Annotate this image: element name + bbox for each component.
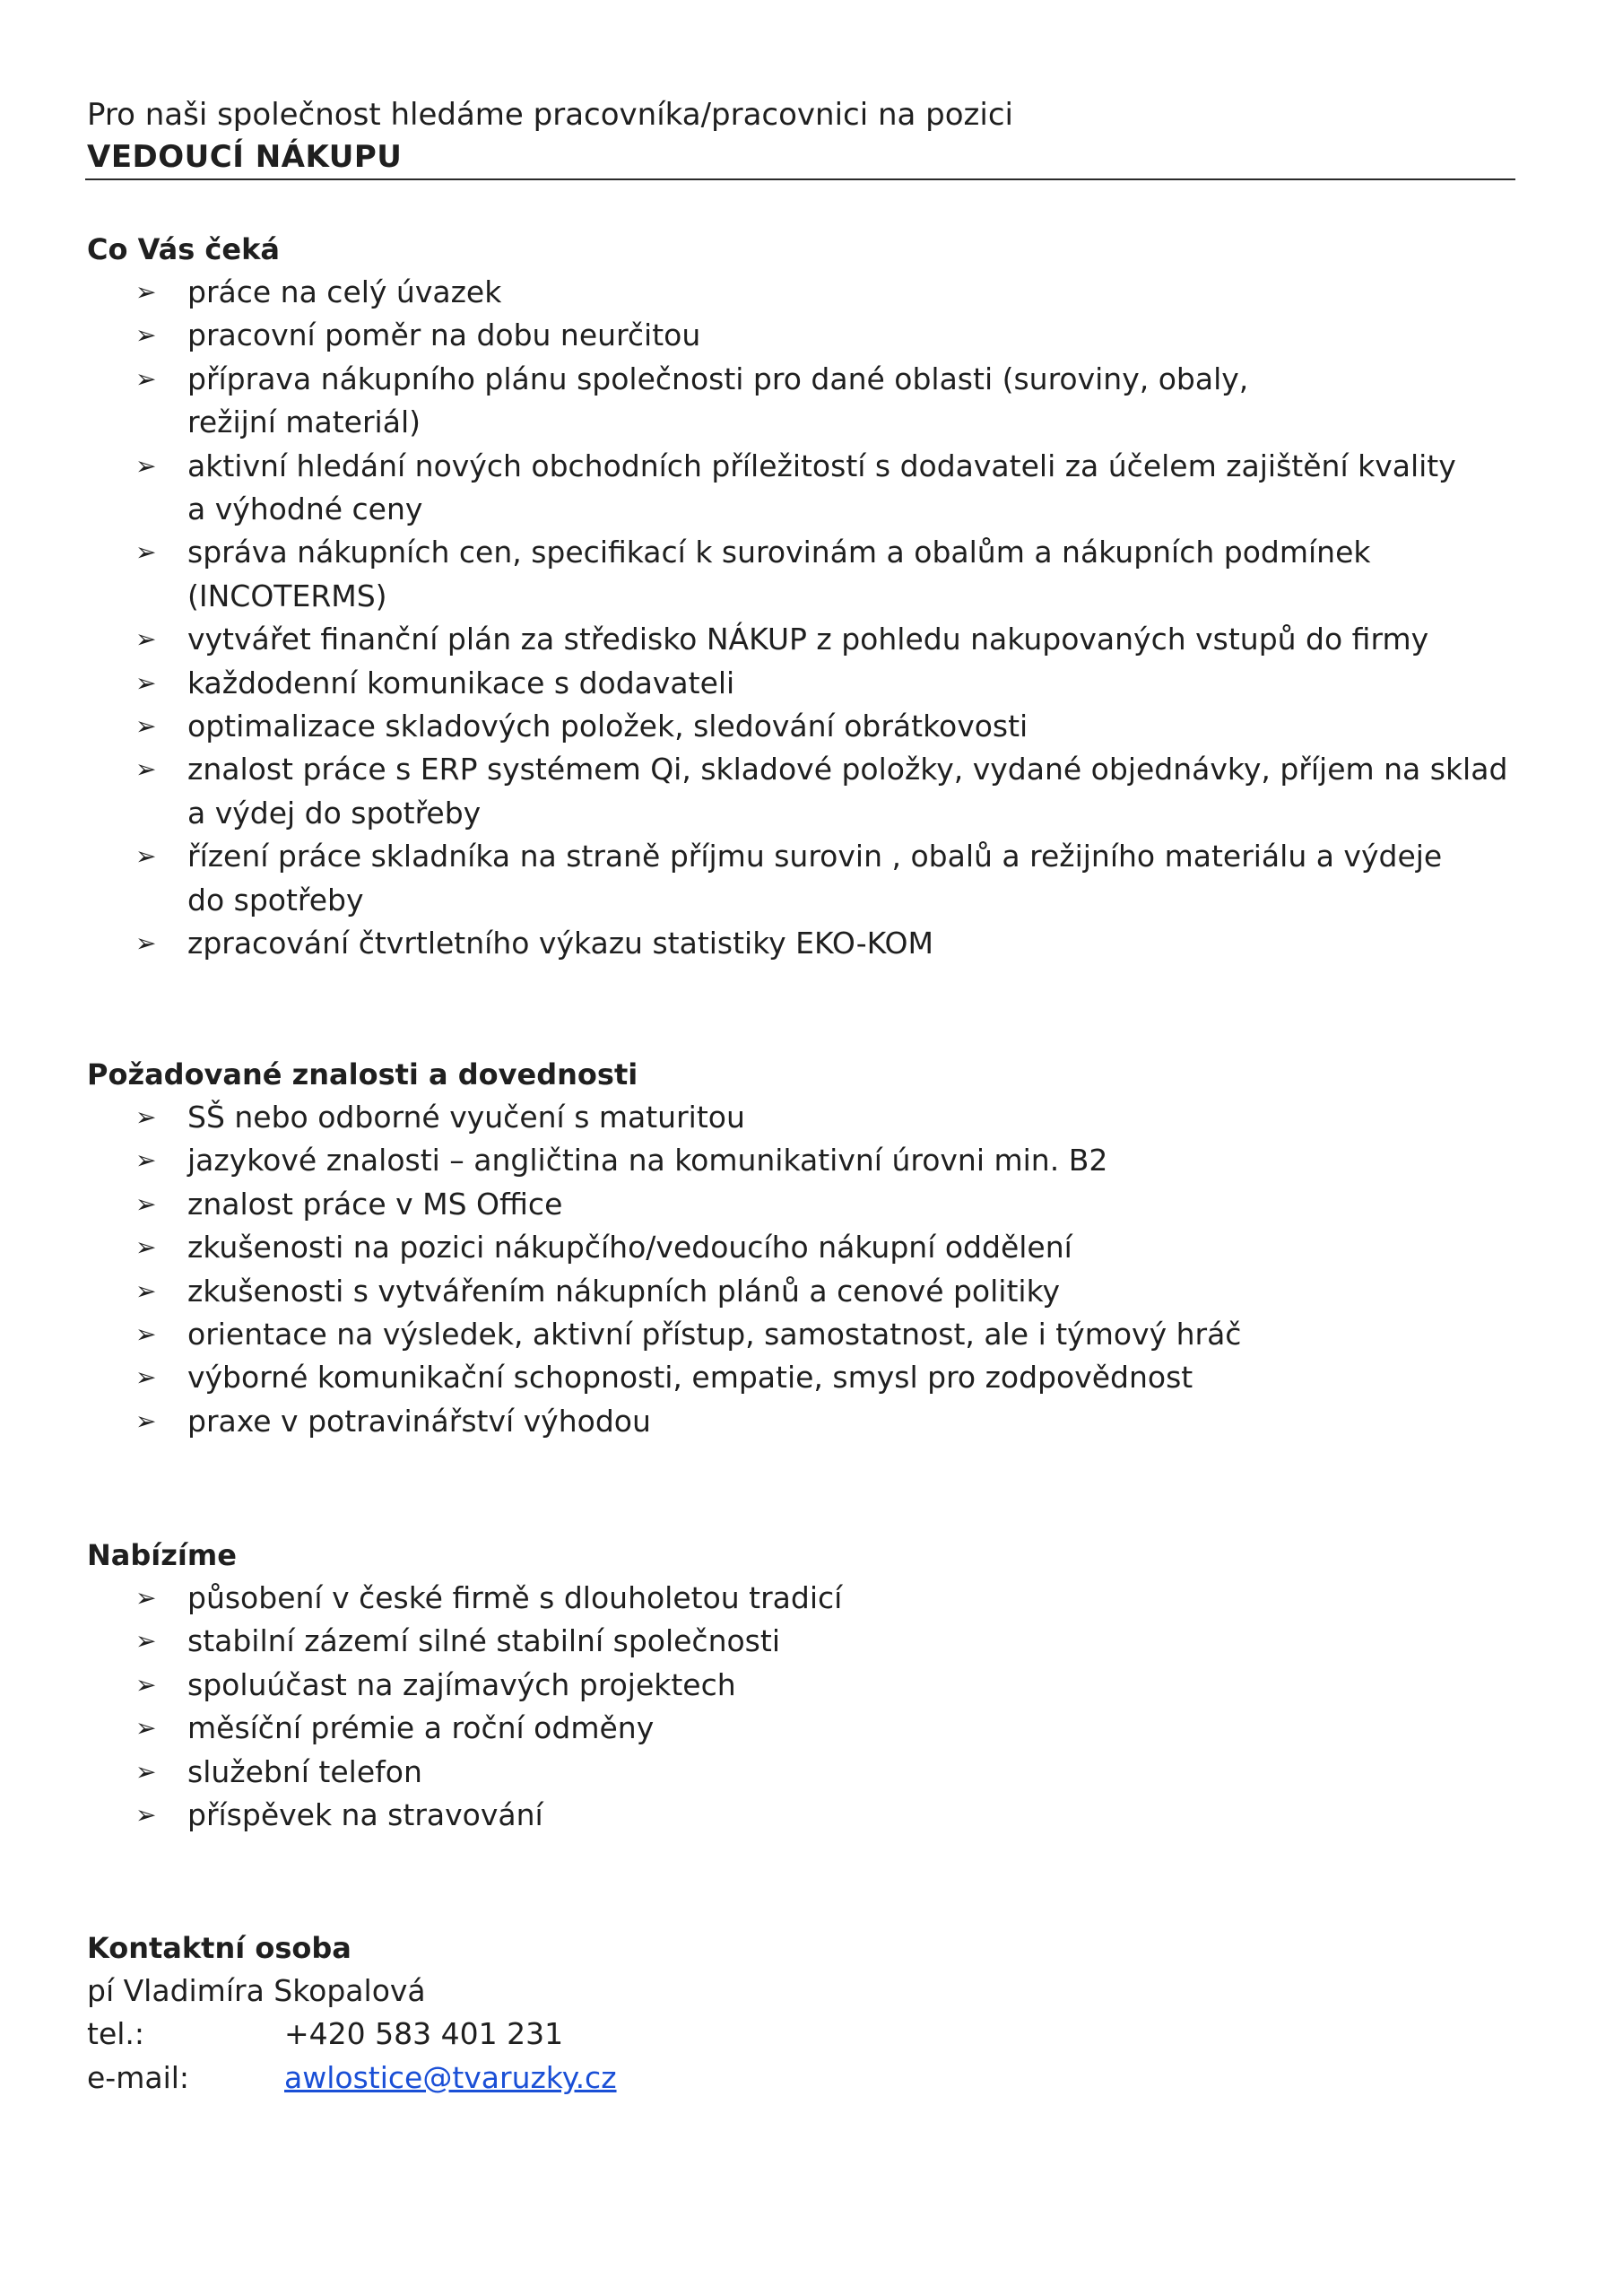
list-item [87,618,1522,661]
list-item-text: správa nákupních cen, specifikací k surovinám a obalům a nákupních podmínek (INCOTERMS) [187,535,1371,613]
title-divider [85,178,1515,180]
arrowhead-bullet-icon: ➢ [135,363,157,394]
arrowhead-bullet-icon: ➢ [135,1188,157,1219]
arrowhead-bullet-icon: ➢ [135,1145,157,1176]
list-item-text: příprava nákupního plánu společnosti pro dané oblasti (suroviny, obaly, režijní materiál) [187,361,1249,440]
list-item [87,1356,1522,1399]
list-item [87,1183,1522,1226]
list-item-text: výborné komunikační schopnosti, empatie, smysl pro zodpovědnost [187,1360,1193,1396]
arrowhead-bullet-icon: ➢ [135,667,157,698]
list-item-text: SŠ nebo odborné vyučení s maturitou [187,1100,745,1135]
list-item-text: působení v české firmě s dlouholetou tradicí [187,1580,843,1615]
arrowhead-bullet-icon: ➢ [135,1756,157,1787]
list-item-text: orientace na výsledek, aktivní přístup, samostatnost, ale i týmový hráč [187,1317,1242,1352]
arrowhead-bullet-icon: ➢ [135,1102,157,1132]
list-item [87,705,1522,748]
list-item [87,1707,1522,1750]
list-item [87,748,1522,835]
arrowhead-bullet-icon: ➢ [135,277,157,307]
contact-name-text: pí Vladimíra Skopalová [87,1973,426,2008]
list-item [87,922,1522,965]
list-item-text: pracovní poměr na dobu neurčitou [187,317,701,353]
list-item-text: znalost práce v MS Office [187,1186,563,1222]
arrowhead-bullet-icon: ➢ [135,320,157,351]
list-item [87,1313,1522,1356]
arrowhead-bullet-icon: ➢ [135,711,157,742]
section-contact [87,1926,1522,2100]
list-item [87,1794,1522,1837]
section-heading: Nabízíme [87,1538,237,1572]
arrowhead-bullet-icon: ➢ [135,1583,157,1613]
arrowhead-bullet-icon: ➢ [135,754,157,785]
list-item-text: spoluúčast na zajímavých projektech [187,1666,736,1702]
arrowhead-bullet-icon: ➢ [135,624,157,655]
list-item-text: aktivní hledání nových obchodních příležitostí s dodavateli za účelem zajištění kvality a výhodné ceny [187,448,1456,527]
arrowhead-bullet-icon: ➢ [135,1319,157,1350]
list-item [87,1400,1522,1443]
list-item-text: stabilní zázemí silné stabilní společnosti [187,1623,780,1659]
arrowhead-bullet-icon: ➢ [135,1362,157,1393]
list-item-text: služební telefon [187,1753,422,1789]
list-item [87,1751,1522,1794]
list-item [87,835,1522,922]
list-item [87,271,1522,314]
list-item [87,1096,1522,1139]
list-item [87,1270,1522,1313]
bullet-list [87,271,1522,966]
section-heading: Co Vás čeká [87,232,280,266]
section-we-offer [87,1534,1522,1837]
list-item-text: optimalizace skladových položek, sledování obrátkovosti [187,709,1028,744]
arrowhead-bullet-icon: ➢ [135,1800,157,1831]
list-item [87,445,1522,532]
intro-text: Pro naši společnost hledáme pracovníka/pracovnici na pozici [87,97,1013,133]
list-item [87,1620,1522,1663]
list-item [87,314,1522,357]
section-heading: Požadované znalosti a dovednosti [87,1057,638,1091]
list-item-text: práce na celý úvazek [187,274,502,309]
arrowhead-bullet-icon: ➢ [135,1405,157,1436]
list-item-text: vytvářet finanční plán za středisko NÁKUP z pohledu nakupovaných vstupů do firmy [187,622,1429,657]
arrowhead-bullet-icon: ➢ [135,1275,157,1306]
job-title: VEDOUCÍ NÁKUPU [87,139,403,175]
list-item-text: řízení práce skladníka na straně příjmu surovin , obalů a režijního materiálu a výdeje do spotřeby [187,839,1443,918]
arrowhead-bullet-icon: ➢ [135,1232,157,1263]
list-item-text: zkušenosti s vytvářením nákupních plánů a cenové politiky [187,1273,1061,1309]
phone-label: tel.: [87,2016,145,2052]
list-item [87,531,1522,618]
bullet-list [87,1096,1522,1443]
list-item-text: zkušenosti na pozici nákupčího/vedoucího nákupní oddělení [187,1230,1072,1265]
list-item-text: znalost práce s ERP systémem Qi, skladové položky, vydané objednávky, příjem na sklad a výdej do spotřeby [187,752,1508,831]
contact-heading: Kontaktní osoba [87,1931,352,1965]
arrowhead-bullet-icon: ➢ [135,841,157,872]
arrowhead-bullet-icon: ➢ [135,928,157,959]
section-what-awaits [87,228,1522,966]
list-item [87,1226,1522,1269]
contact-phone-row [87,2013,1522,2056]
arrowhead-bullet-icon: ➢ [135,1713,157,1744]
email-link[interactable]: awlostice@tvaruzky.cz [284,2059,617,2095]
arrowhead-bullet-icon: ➢ [135,450,157,481]
email-label: e-mail: [87,2059,190,2095]
arrowhead-bullet-icon: ➢ [135,1669,157,1700]
arrowhead-bullet-icon: ➢ [135,1626,157,1657]
list-item-text: praxe v potravinářství výhodou [187,1403,651,1439]
contact-name [87,1970,1522,2013]
list-item [87,662,1522,705]
arrowhead-bullet-icon: ➢ [135,537,157,568]
list-item-text: jazykové znalosti – angličtina na komunikativní úrovni min. B2 [187,1143,1108,1178]
list-item-text: každodenní komunikace s dodavateli [187,665,735,700]
contact-email-row [87,2057,1522,2100]
list-item [87,1139,1522,1182]
list-item-text: zpracování čtvrtletního výkazu statistiky EKO-KOM [187,926,933,961]
bullet-list [87,1577,1522,1837]
list-item [87,1664,1522,1707]
list-item [87,1577,1522,1620]
list-item [87,358,1522,445]
phone-value: +420 583 401 231 [284,2016,564,2052]
list-item-text: příspěvek na stravování [187,1797,543,1833]
list-item-text: měsíční prémie a roční odměny [187,1710,655,1746]
section-required-skills [87,1053,1522,1443]
